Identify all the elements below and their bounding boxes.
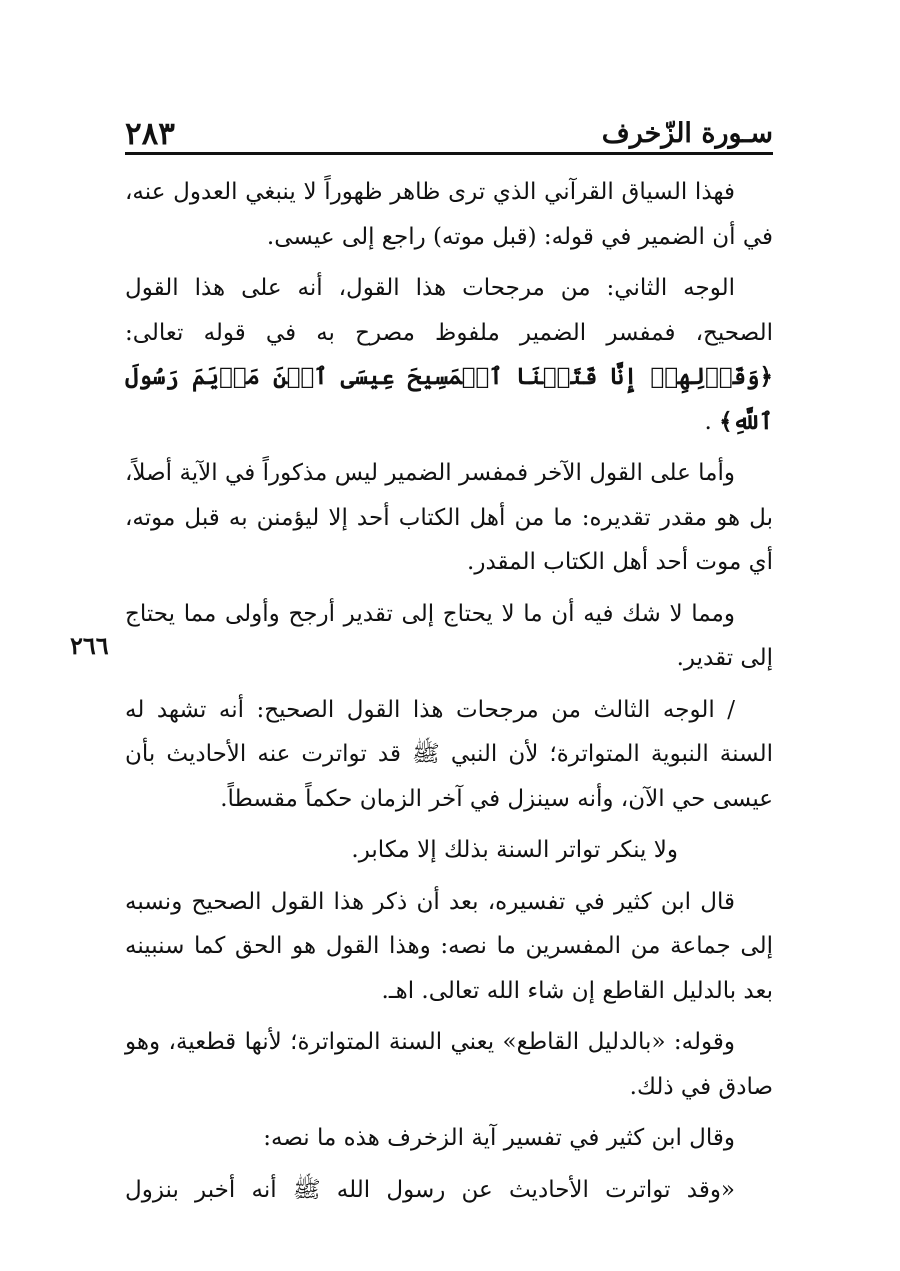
header-rule: [125, 152, 773, 155]
margin-reference-number: ٢٦٦: [70, 631, 109, 660]
paragraph-8: وقوله: «بالدليل القاطع» يعني السنة المتواترة؛ لأنها قطعية، وهو صادق في ذلك.: [125, 1029, 773, 1100]
paragraph-3: وأما على القول الآخر فمفسر الضمير ليس مذكوراً في الآية أصلاً، بل هو مقدر تقديره: ما من أهل الكتاب أحد إلا ليؤمنن به قبل موته، أي موت أحد أهل الكتاب المقدر.: [125, 460, 773, 575]
paragraph-2-text: الوجه الثاني: من مرجحات هذا القول، أنه على هذا القول الصحيح، فمفسر الضمير ملفوظ مصرح به في قوله تعالى:: [125, 275, 773, 346]
paragraph-4: ومما لا شك فيه أن ما لا يحتاج إلى تقدير أرجح وأولى مما يحتاج إلى تقدير.: [125, 600, 773, 671]
paragraph-10: «وقد تواترت الأحاديث عن رسول الله ﷺ أنه أخبر بنزول: [125, 1176, 735, 1203]
surah-title: سـورة الزّخرف: [601, 118, 773, 149]
paragraph-5: / الوجه الثالث من مرجحات هذا القول الصحيح: أنه تشهد له السنة النبوية المتواترة؛ لأن النبي ﷺ قد تواترت عنه الأحاديث بأن عيسى حي الآن، وأنه سينزل في آخر الزمان حكماً مقسطاً.: [125, 696, 773, 812]
page-number: ٢٨٣: [125, 116, 175, 152]
paragraph-9: وقال ابن كثير في تفسير آية الزخرف هذه ما نصه:: [263, 1125, 735, 1151]
paragraph-7: قال ابن كثير في تفسيره، بعد أن ذكر هذا القول الصحيح ونسبه إلى جماعة من المفسرين ما نصه: وهذا القول هو الحق كما سنبينه بعد بالدليل القاطع إن شاء الله تعالى. اهـ.: [125, 888, 773, 1004]
paragraph-2-end: .: [704, 408, 720, 435]
paragraph-1: فهذا السياق القرآني الذي ترى ظاهر ظهوراً لا ينبغي العدول عنه، في أن الضمير في قوله: (قبل موته) راجع إلى عيسى.: [125, 179, 773, 250]
paragraph-2: [125, 266, 773, 444]
paragraph-6: ولا ينكر تواتر السنة بذلك إلا مكابر.: [351, 837, 678, 863]
quran-verse: ﴿وَقَوۡلِهِمۡ إِنَّا قَتَلۡنَا ٱلۡمَسِيحَ عِيسَى ٱبۡنَ مَرۡيَمَ رَسُولَ ٱللَّهِ﴾: [125, 363, 773, 435]
page-header: [125, 108, 773, 154]
page-body: [125, 170, 773, 1219]
